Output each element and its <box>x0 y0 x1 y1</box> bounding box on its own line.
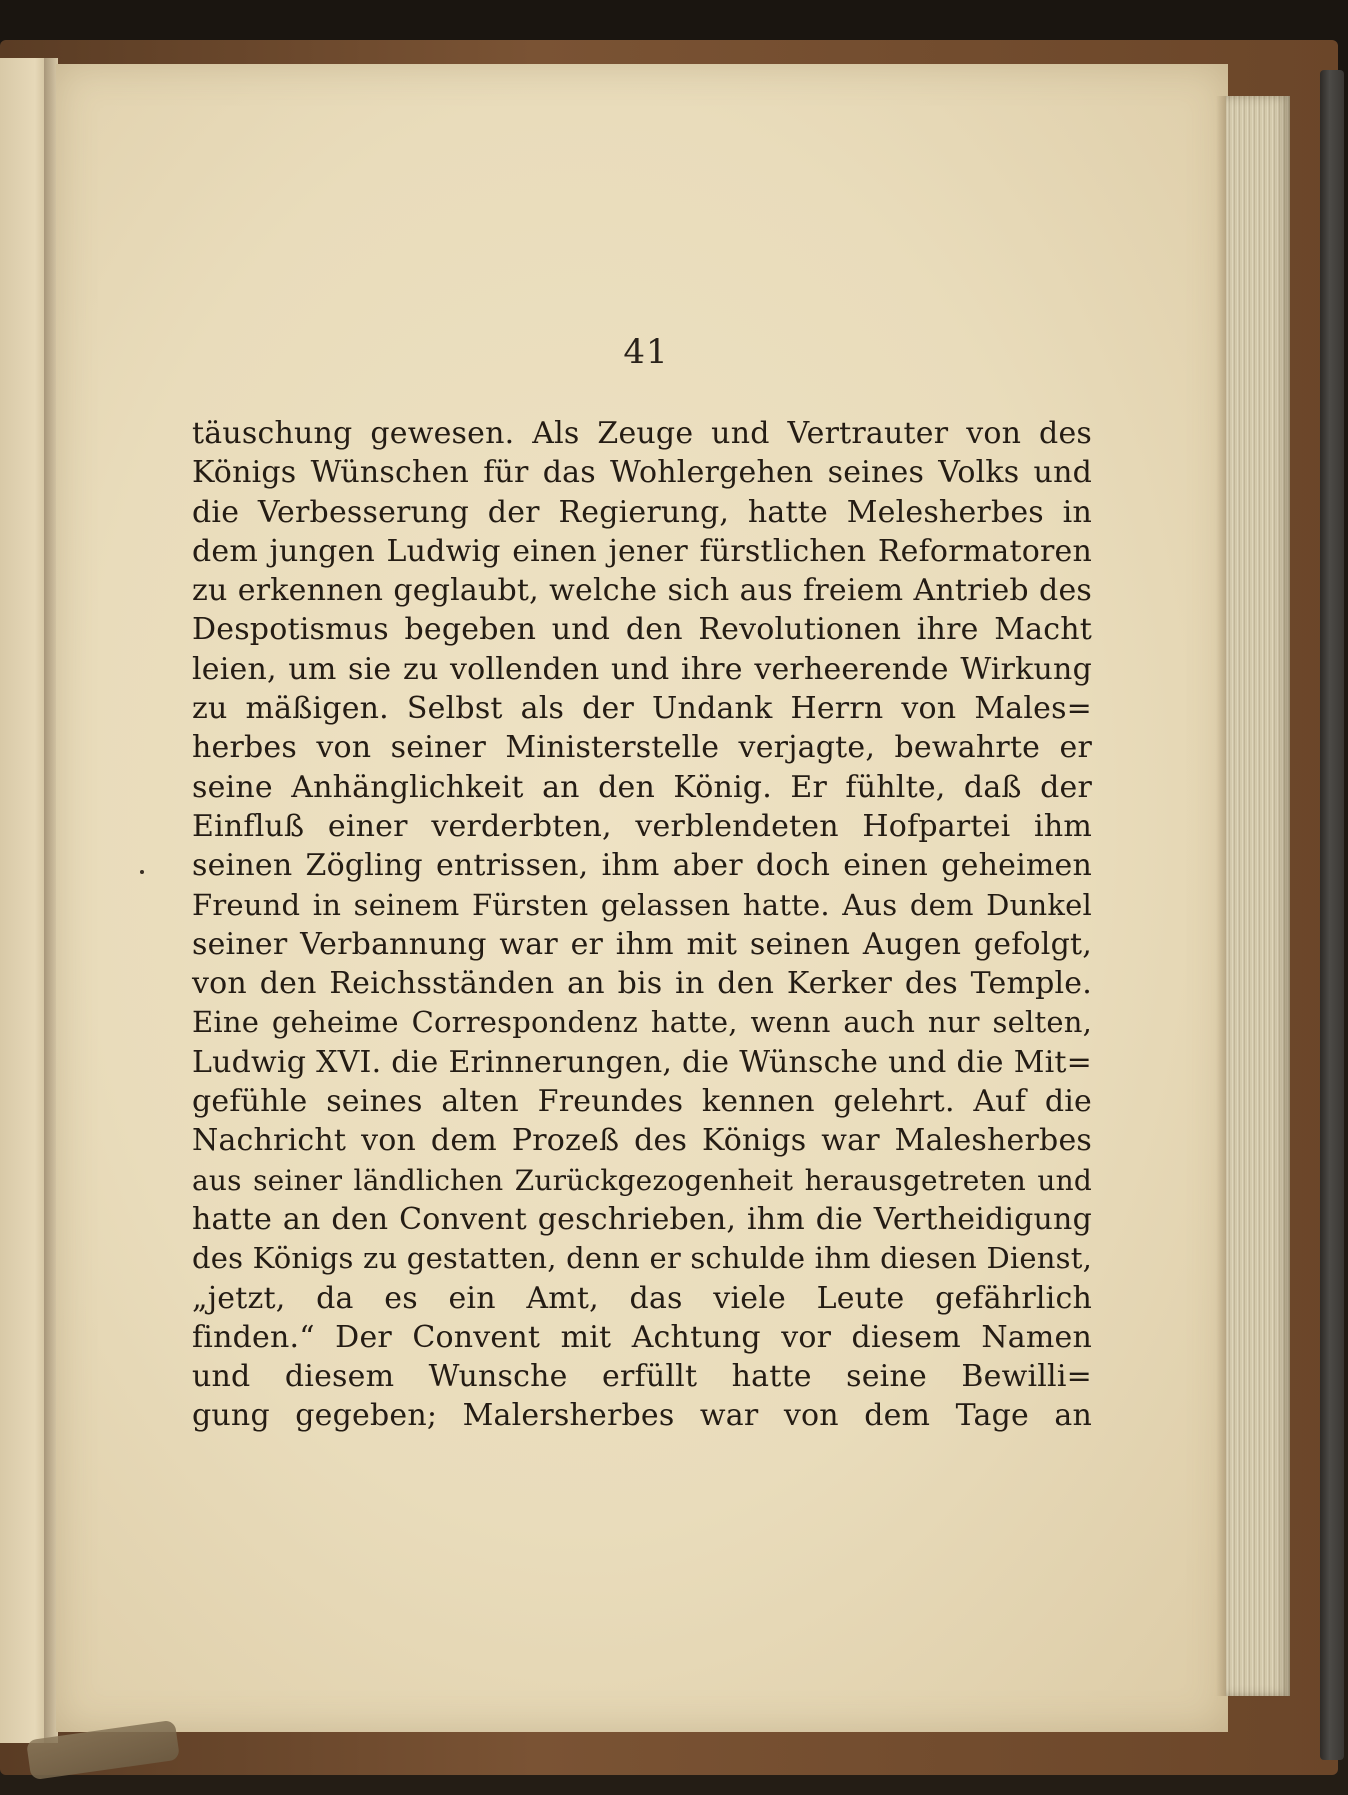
text-line: leien, um sie zu vollenden und ihre verheerende Wirkung <box>192 651 1092 687</box>
text-line: dem jungen Ludwig einen jener fürstlichen Reformatoren <box>192 533 1092 569</box>
text-line: täuschung gewesen. Als Zeuge und Vertrauter von des <box>192 416 1092 451</box>
text-line: Königs Wünschen für das Wohlergehen seines Volks und <box>192 455 1092 491</box>
text-line: „jetzt, da es ein Amt, das viele Leute gefährlich <box>192 1280 1092 1316</box>
text-line: und diesem Wunsche erfüllt hatte seine Bewilli= <box>192 1359 1092 1395</box>
text-line: seiner Verbannung war er ihm mit seinen Augen gefolgt, <box>192 926 1092 962</box>
text-line: Eine geheime Correspondenz hatte, wenn auch nur selten, <box>192 1005 1092 1040</box>
cover-edge <box>1320 70 1344 1760</box>
text-line: aus seiner ländlichen Zurückgezogenheit herausgetreten und <box>192 1163 1092 1197</box>
text-line: von den Reichsständen an bis in den Kerker des Temple. <box>192 966 1092 1002</box>
text-line: des Königs zu gestatten, denn er schulde ihm diesen Dienst, <box>192 1241 1092 1276</box>
text-line: herbes von seiner Ministerstelle verjagte, bewahrte er <box>192 730 1092 766</box>
facing-page-edge <box>0 58 50 1743</box>
page-text <box>192 414 1092 1436</box>
text-line: zu mäßigen. Selbst als der Undank Herrn von Males= <box>192 691 1092 727</box>
text-line: Nachricht von dem Prozeß des Königs war Malesherbes <box>192 1123 1092 1159</box>
page-number: 41 <box>623 332 669 372</box>
text-line: seine Anhänglichkeit an den König. Er fühlte, daß der <box>192 769 1092 805</box>
text-line: seinen Zögling entrissen, ihm aber doch einen geheimen <box>192 848 1092 884</box>
text-line: finden.“ Der Convent mit Achtung vor diesem Namen <box>192 1319 1092 1355</box>
text-line: gung gegeben; Malersherbes war von dem Tage an <box>192 1398 1092 1434</box>
text-line: die Verbesserung der Regierung, hatte Melesherbes in <box>192 494 1092 530</box>
text-line: Despotismus begeben und den Revolutionen ihre Macht <box>192 612 1092 648</box>
text-line: Ludwig XVI. die Erinnerungen, die Wünsche und die Mit= <box>192 1044 1092 1080</box>
text-line: zu erkennen geglaubt, welche sich aus freiem Antrieb des <box>192 573 1092 609</box>
text-line: Einfluß einer verderbten, verblendeten Hofpartei ihm <box>192 808 1092 844</box>
text-line: gefühle seines alten Freundes kennen gelehrt. Auf die <box>192 1084 1092 1120</box>
ink-speck <box>140 870 144 874</box>
text-line: hatte an den Convent geschrieben, ihm die Vertheidigung <box>192 1201 1092 1237</box>
text-line: Freund in seinem Fürsten gelassen hatte. Aus dem Dunkel <box>192 887 1092 922</box>
book-page <box>56 64 1228 1732</box>
page-stack-edges <box>1226 96 1290 1696</box>
